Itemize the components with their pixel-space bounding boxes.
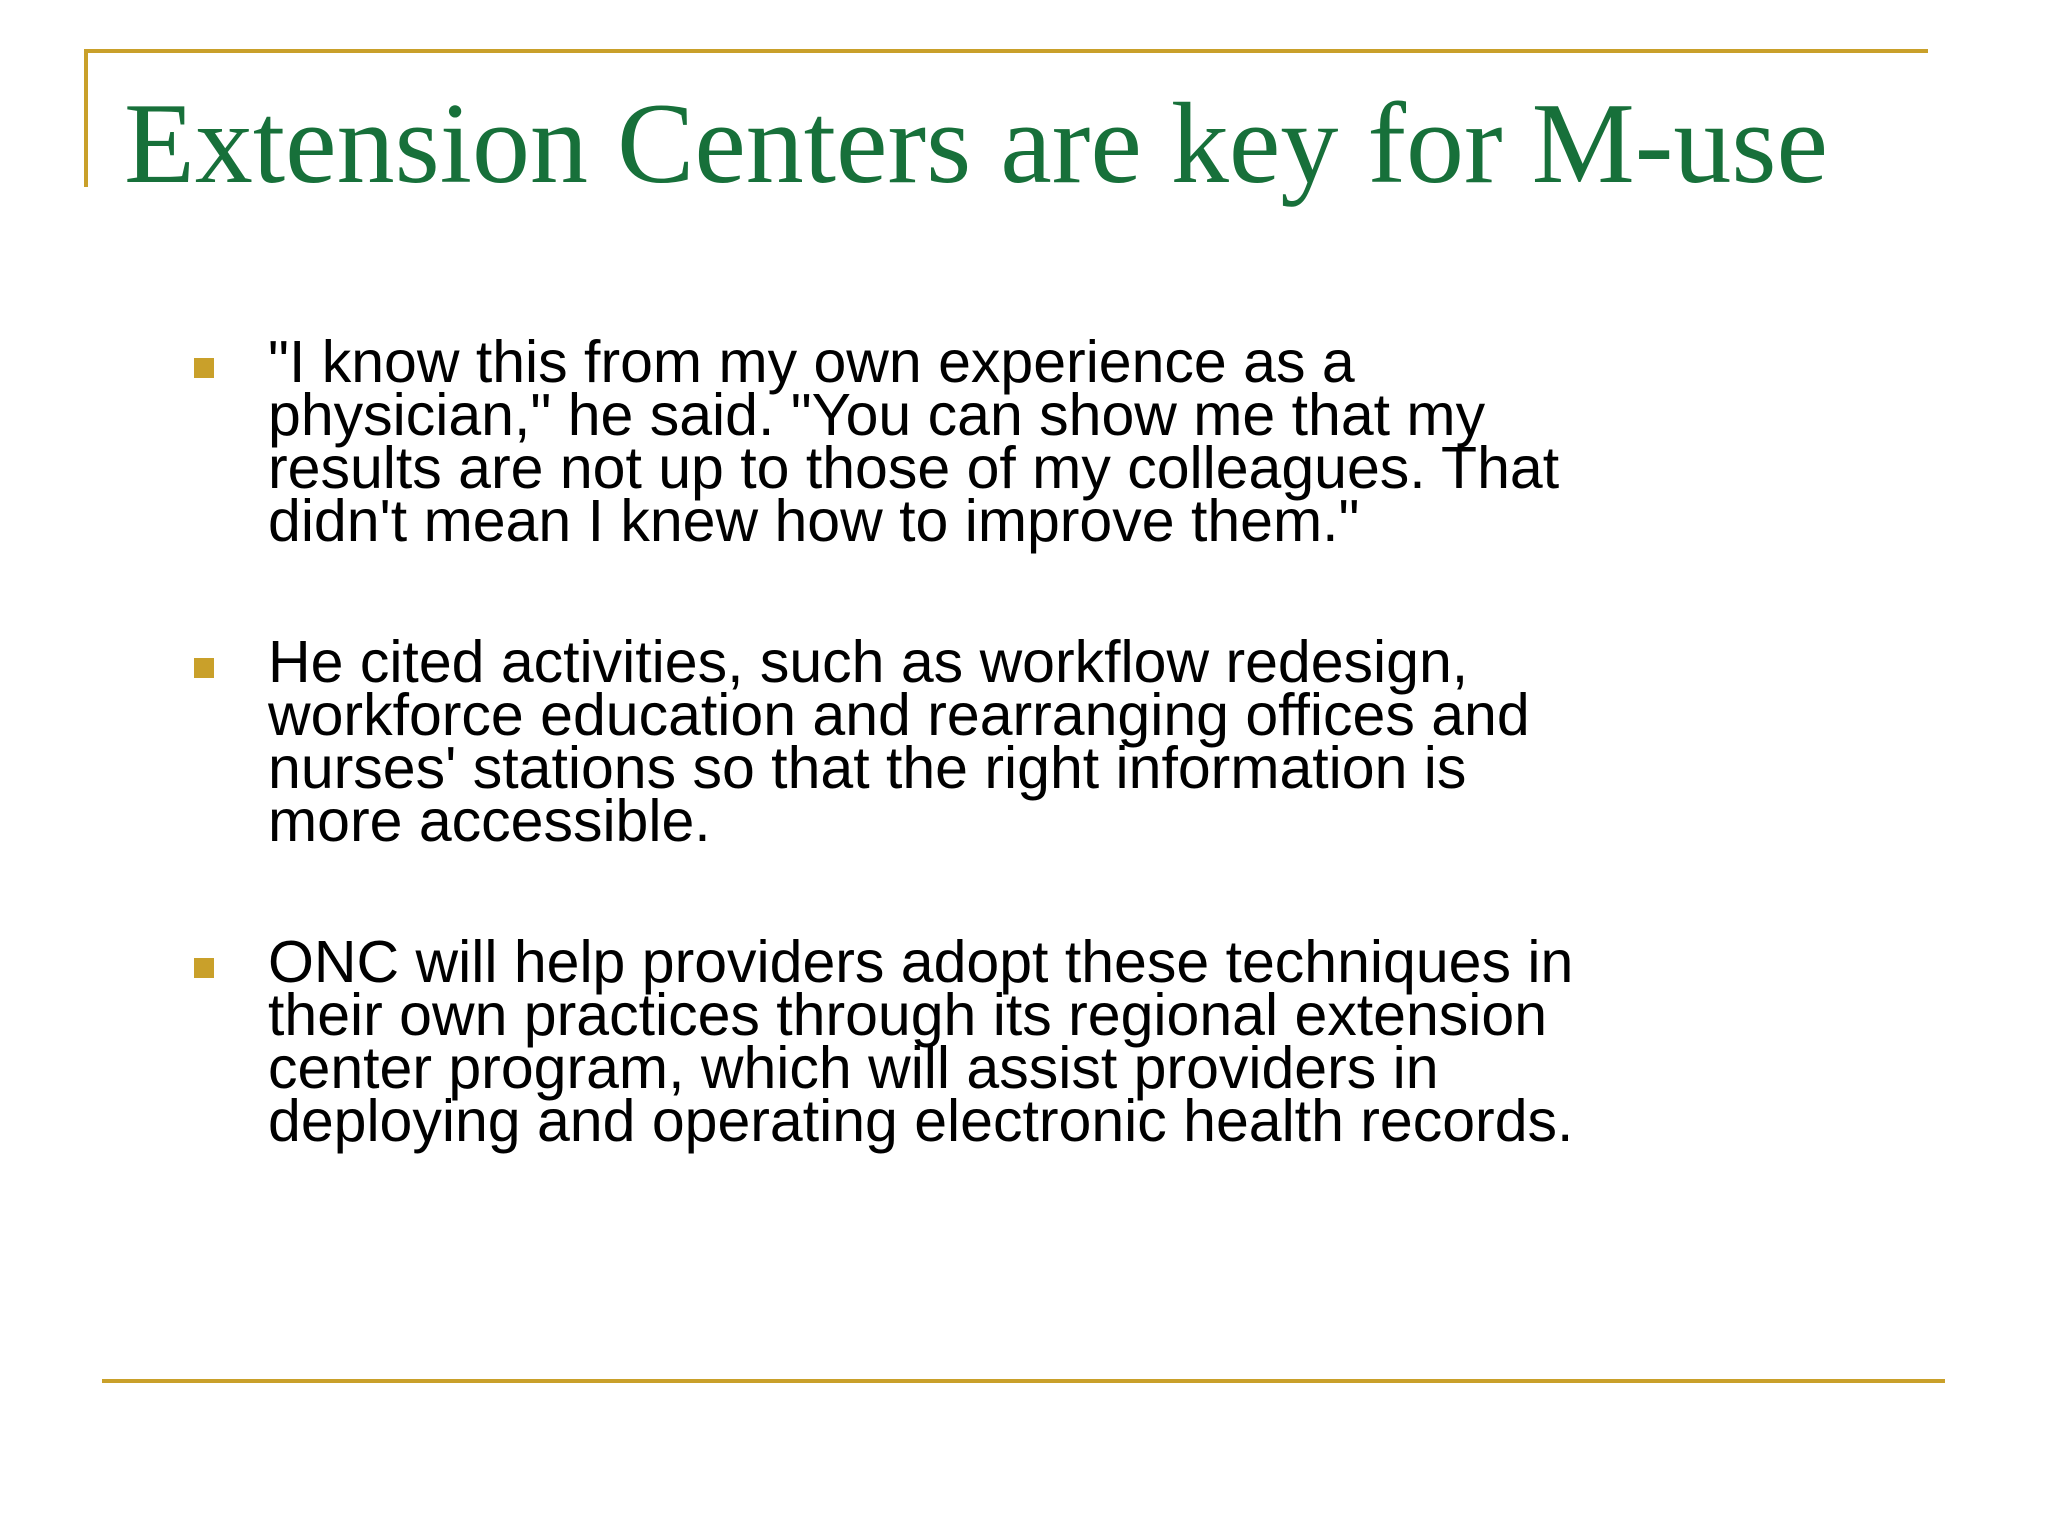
slide-title: Extension Centers are key for M-use [124,80,1829,208]
bullet-item [192,329,1592,554]
bullet-item [192,929,1592,1154]
square-bullet-icon [194,658,214,678]
bullet-text: "I know this from my own experience as a physician," he said. "You can show me that my results are not up to those of my colleagues. That didn't mean I knew how to improve them." [268,329,1560,554]
bullet-text: He cited activities, such as workflow redesign, workforce education and rearranging offices and nurses' stations so that the right information is more accessible. [268,629,1530,854]
top-divider-line [84,49,1928,53]
square-bullet-icon [194,958,214,978]
left-accent-line [84,49,88,187]
bullet-item [192,629,1592,854]
bullet-list [192,329,1592,1236]
bottom-divider-line [102,1379,1945,1383]
bullet-text: ONC will help providers adopt these techniques in their own practices through its regional extension center program, which will assist providers in deploying and operating electronic health records. [268,929,1574,1154]
square-bullet-icon [194,358,214,378]
